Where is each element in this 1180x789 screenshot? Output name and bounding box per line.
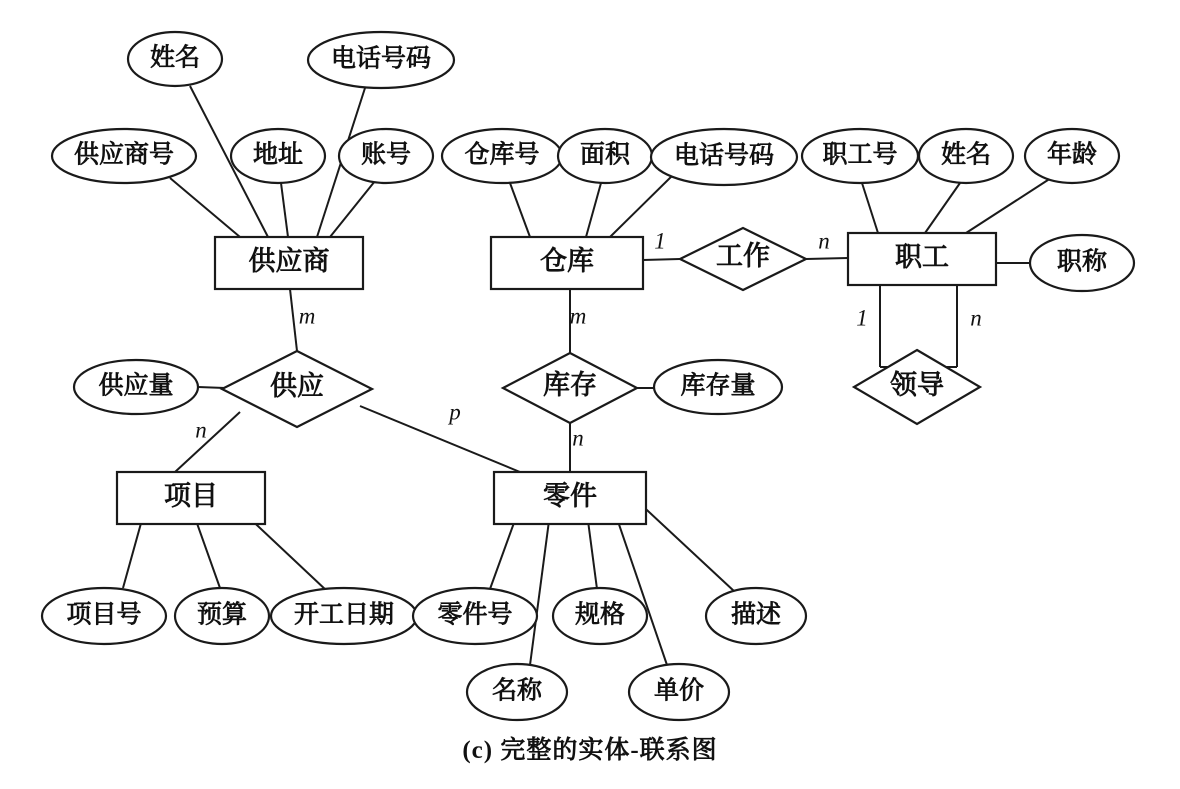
cardinality-supplier-supply-m: m — [298, 303, 316, 329]
attribute-start-date[interactable] — [271, 588, 417, 644]
attribute-spec-label: 规格 — [574, 601, 626, 629]
attribute-start-date-label: 开工日期 — [293, 601, 395, 629]
attribute-name-supplier[interactable] — [128, 32, 222, 86]
entity-project[interactable] — [117, 472, 265, 524]
attribute-part-name[interactable] — [467, 664, 567, 720]
attribute-name-supplier-label: 姓名 — [149, 44, 201, 72]
attribute-unit-price-label: 单价 — [653, 677, 705, 705]
attribute-budget[interactable] — [175, 588, 269, 644]
attribute-address[interactable] — [231, 129, 325, 183]
entity-employee-label: 职工 — [895, 242, 949, 273]
attribute-phone-warehouse[interactable] — [651, 129, 797, 185]
cardinality-supply-part-p: p — [449, 399, 461, 425]
attribute-description-label: 描述 — [730, 601, 782, 629]
entity-warehouse[interactable] — [491, 237, 643, 289]
entity-part-label: 零件 — [543, 481, 597, 512]
line-name-employee — [925, 183, 960, 233]
attribute-age-label: 年龄 — [1046, 141, 1098, 169]
attribute-unit-price[interactable] — [629, 664, 729, 720]
entity-project-label: 项目 — [164, 481, 218, 512]
line-supply-part — [360, 406, 520, 472]
attribute-stock-qty[interactable] — [654, 360, 782, 414]
attribute-employee-no[interactable] — [802, 129, 918, 183]
cardinality-supply-project-n: n — [195, 417, 207, 443]
entity-supplier[interactable] — [215, 237, 363, 289]
entity-employee[interactable] — [848, 233, 996, 285]
attribute-supply-qty[interactable] — [74, 360, 198, 414]
figure-caption: (c) 完整的实体-联系图 — [462, 737, 718, 764]
line-supply-project — [175, 412, 240, 472]
attribute-spec[interactable] — [553, 588, 647, 644]
attribute-supplier-no-label: 供应商号 — [73, 141, 175, 169]
attribute-project-no[interactable] — [42, 588, 166, 644]
attribute-area-label: 面积 — [579, 141, 631, 169]
relationship-lead-label: 领导 — [890, 370, 944, 401]
cardinality-employee-lead-n: n — [970, 305, 982, 331]
entity-part[interactable] — [494, 472, 646, 524]
line-supply-qty — [198, 387, 225, 388]
cardinality-stock-part-n: n — [572, 425, 584, 451]
line-description — [634, 498, 735, 592]
attribute-warehouse-no[interactable] — [442, 129, 562, 183]
attribute-title[interactable] — [1030, 235, 1134, 291]
relationship-supply-label: 供应 — [270, 371, 324, 402]
cardinality-warehouse-stock-m: m — [569, 303, 587, 329]
relationship-work[interactable] — [680, 228, 806, 290]
line-employee-no — [862, 183, 878, 233]
line-warehouse-work — [643, 259, 680, 260]
line-work-employee — [806, 258, 848, 259]
entity-supplier-label: 供应商 — [248, 246, 330, 277]
relationship-work-label: 工作 — [716, 241, 770, 272]
attribute-budget-label: 预算 — [196, 601, 248, 629]
attribute-phone-supplier-label: 电话号码 — [330, 45, 432, 73]
attribute-employee-no-label: 职工号 — [822, 141, 898, 169]
attribute-account-label: 账号 — [360, 141, 412, 169]
attribute-name-employee[interactable] — [919, 129, 1013, 183]
attribute-account[interactable] — [339, 129, 433, 183]
attribute-area[interactable] — [558, 129, 652, 183]
attribute-title-label: 职称 — [1056, 248, 1108, 276]
attribute-name-employee-label: 姓名 — [940, 141, 992, 169]
attribute-supplier-no[interactable] — [52, 129, 196, 183]
line-supplier-no — [170, 178, 240, 237]
line-warehouse-no — [510, 183, 530, 237]
attribute-stock-qty-label: 库存量 — [680, 372, 756, 400]
relationship-stock[interactable] — [503, 353, 637, 423]
attribute-age[interactable] — [1025, 129, 1119, 183]
attribute-warehouse-no-label: 仓库号 — [464, 141, 540, 169]
attribute-part-name-label: 名称 — [491, 677, 543, 705]
cardinality-employee-lead-1: 1 — [856, 305, 868, 331]
attribute-phone-warehouse-label: 电话号码 — [673, 142, 775, 170]
relationship-stock-label: 库存 — [543, 370, 597, 401]
attribute-description[interactable] — [706, 588, 806, 644]
line-supplier-supply — [290, 289, 297, 351]
entity-warehouse-label: 仓库 — [540, 246, 594, 277]
cardinality-warehouse-work: 1 — [654, 228, 666, 254]
attribute-part-no[interactable] — [413, 588, 537, 644]
attribute-project-no-label: 项目号 — [66, 601, 142, 629]
attribute-part-no-label: 零件号 — [437, 601, 513, 629]
cardinality-work-employee: n — [818, 228, 830, 254]
relationship-lead[interactable] — [854, 350, 980, 424]
line-account — [330, 181, 375, 237]
line-area — [586, 183, 601, 237]
attribute-phone-supplier[interactable] — [308, 32, 454, 88]
line-address — [281, 183, 288, 237]
attribute-address-label: 地址 — [252, 141, 304, 169]
line-age — [966, 178, 1051, 233]
relationship-supply[interactable] — [222, 351, 372, 427]
attribute-supply-qty-label: 供应量 — [98, 372, 174, 400]
